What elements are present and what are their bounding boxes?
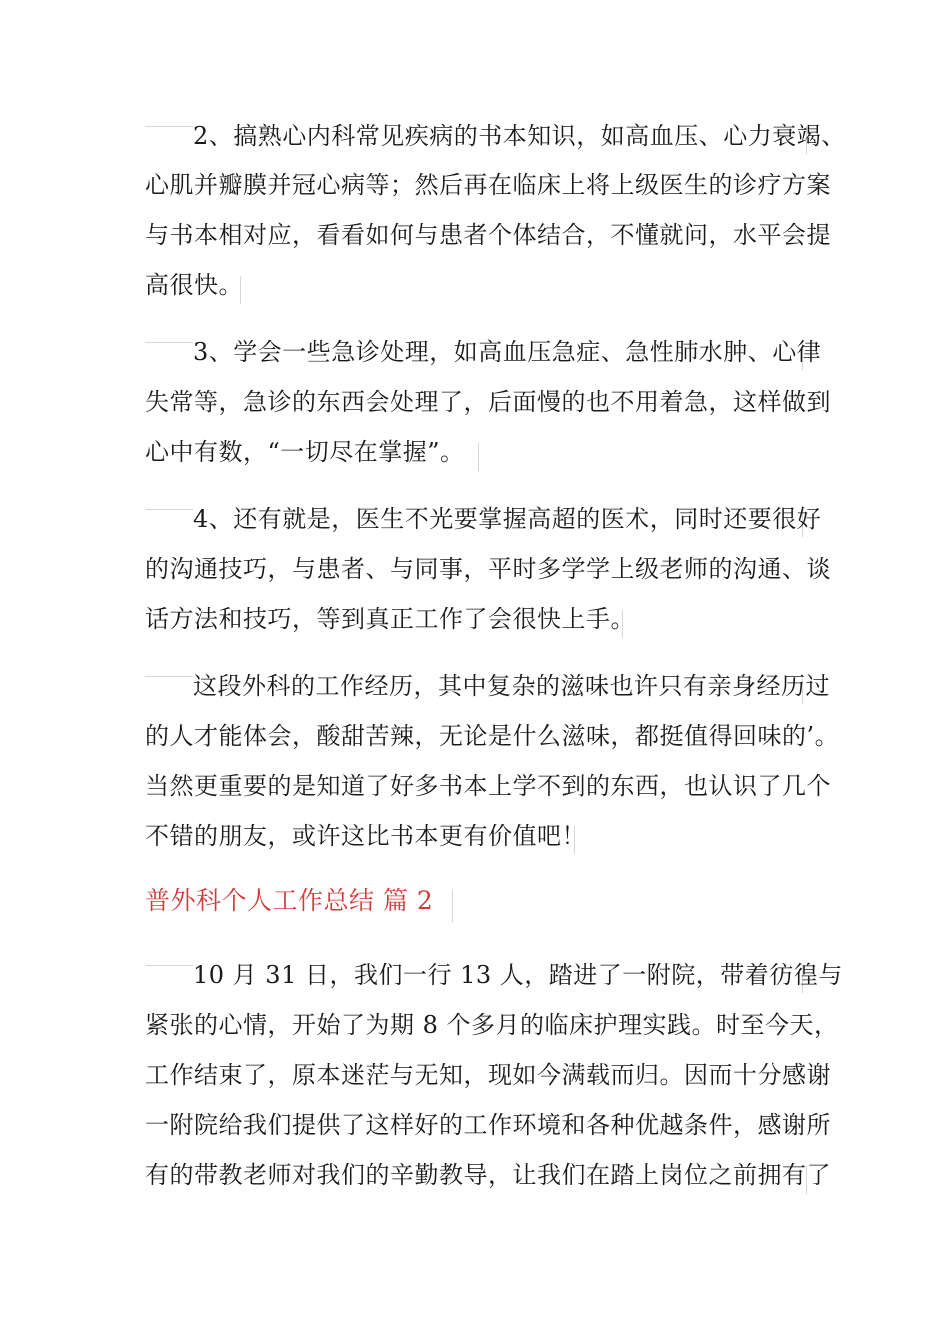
paragraph-guide (452, 890, 453, 922)
paragraph-line: 不错的朋友，或许这比书本更有价值吧！ (145, 822, 586, 850)
paragraph-line: 一附院给我们提供了这样好的工作环境和各种优越条件，感谢所 (145, 1111, 831, 1139)
paragraph-guide (622, 610, 623, 638)
paragraph-line: 的人才能体会，酸甜苦辣，无论是什么滋味，都挺值得回味的’。 (145, 722, 840, 750)
paragraph-line: 与书本相对应，看看如何与患者个体结合，不懂就问，水平会提 (145, 221, 831, 249)
paragraph-line: 心肌并瓣膜并冠心病等；然后再在临床上将上级医生的诊疗方案 (145, 171, 831, 199)
paragraph-guide (145, 509, 193, 510)
paragraph-line: 高很快。 (145, 271, 243, 299)
paragraph-guide (240, 276, 241, 304)
paragraph-guide (574, 826, 575, 854)
paragraph-line: 2、搞熟心内科常见疾病的书本知识，如高血压、心力衰竭、 (193, 122, 846, 150)
paragraph-line: 心中有数，“一切尽在掌握”。 (145, 438, 465, 466)
paragraph-line: 紧张的心情，开始了为期 8 个多月的临床护理实践。时至今天， (145, 1011, 839, 1039)
paragraph-line: 这段外科的工作经历，其中复杂的滋味也许只有亲身经历过 (193, 672, 830, 700)
paragraph-guide (145, 126, 193, 127)
paragraph-guide (145, 676, 193, 677)
paragraph-guide (806, 1166, 807, 1194)
paragraph-line: 10 月 31 日，我们一行 13 人，踏进了一附院，带着彷徨与 (193, 961, 843, 989)
paragraph-line: 当然更重要的是知道了好多书本上学不到的东西，也认识了几个 (145, 772, 831, 800)
paragraph-line: 有的带教老师对我们的辛勤教导，让我们在踏上岗位之前拥有了 (145, 1161, 831, 1189)
paragraph-line: 3、学会一些急诊处理，如高血压急症、急性肺水肿、心律 (193, 338, 822, 366)
paragraph-guide (145, 342, 193, 343)
paragraph-line: 工作结束了，原本迷茫与无知，现如今满载而归。因而十分感谢 (145, 1061, 831, 1089)
paragraph-line: 失常等，急诊的东西会处理了，后面慢的也不用着急，这样做到 (145, 388, 831, 416)
paragraph-guide (478, 443, 479, 471)
paragraph-line: 的沟通技巧，与患者、与同事，平时多学学上级老师的沟通、谈 (145, 555, 831, 583)
paragraph-guide (145, 965, 193, 966)
paragraph-line: 话方法和技巧，等到真正工作了会很快上手。 (145, 605, 635, 633)
paragraph-line: 4、还有就是，医生不光要掌握高超的医术，同时还要很好 (193, 505, 822, 533)
section-heading: 普外科个人工作总结 篇 2 (145, 886, 434, 915)
